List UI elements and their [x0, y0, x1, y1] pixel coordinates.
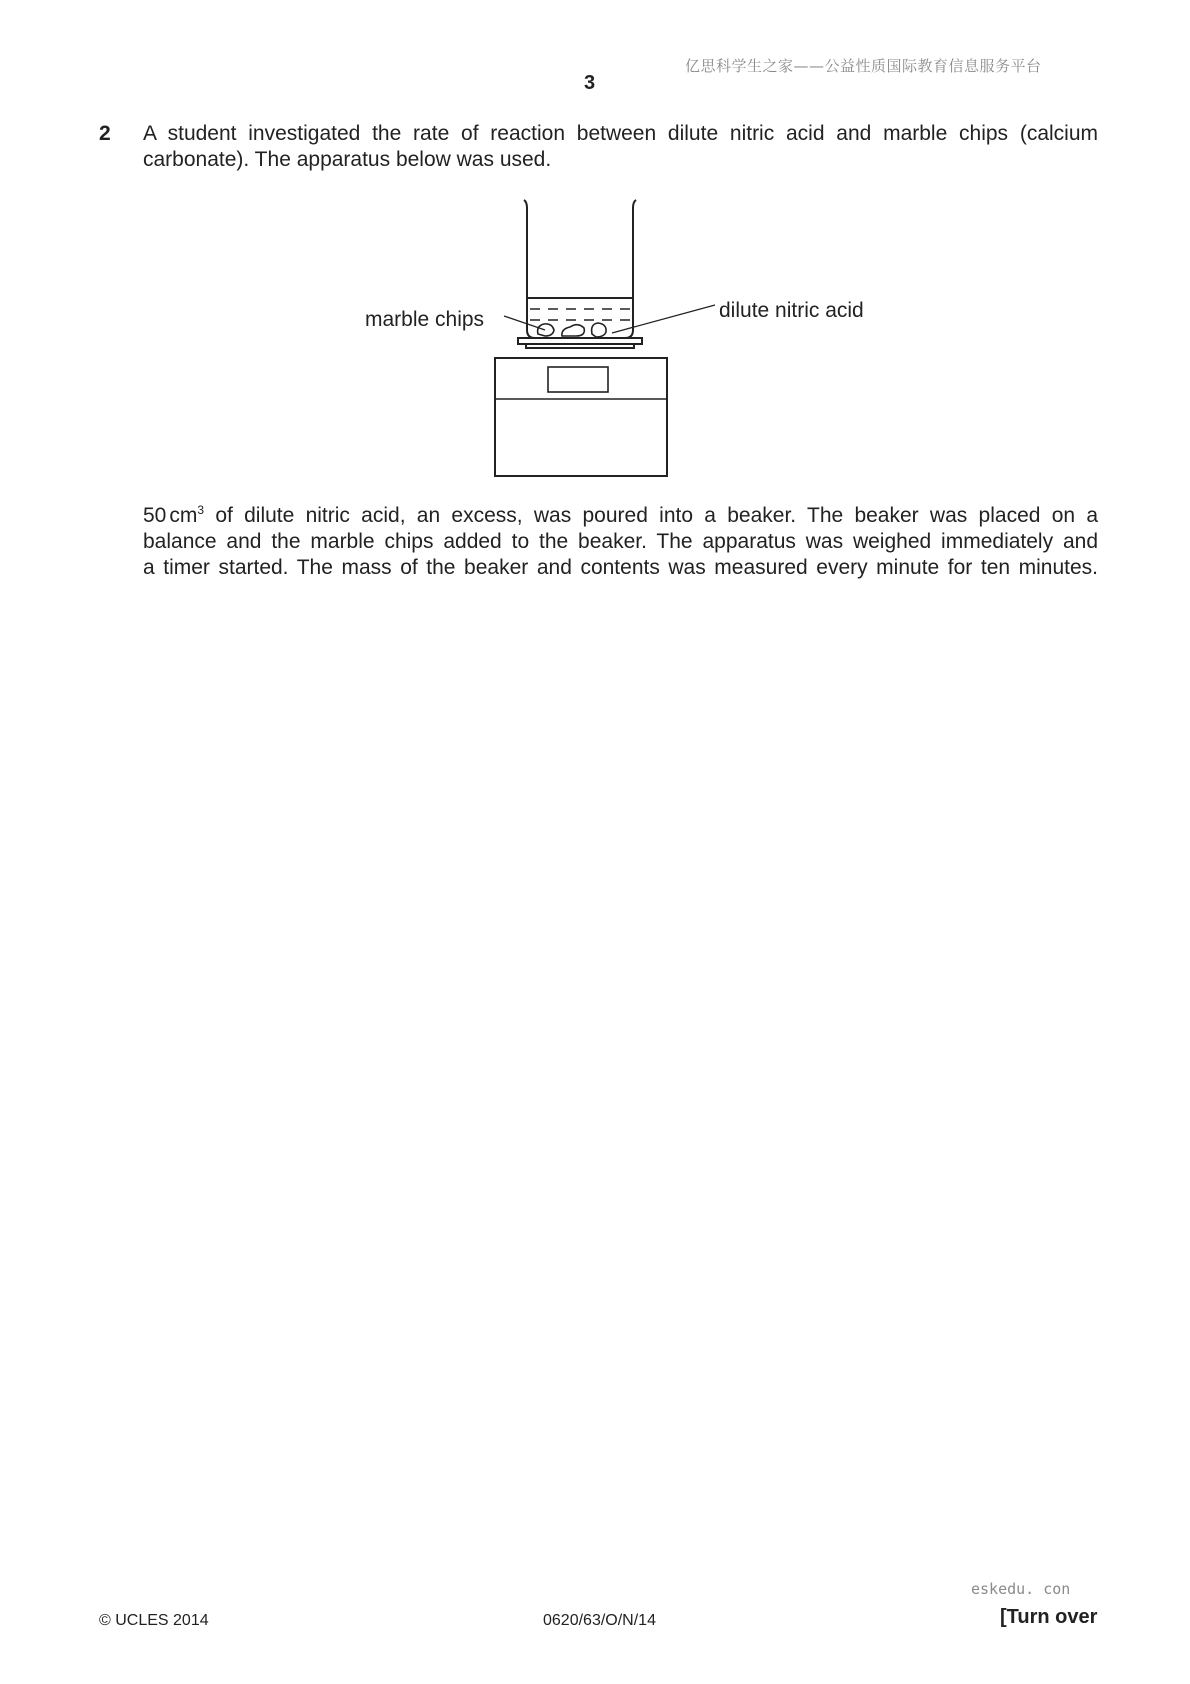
balance-pan-stem — [526, 344, 634, 348]
method-line-1 — [143, 503, 1098, 529]
balance-display — [548, 367, 608, 392]
marble-chip-1 — [538, 324, 554, 336]
volume-unit: cm — [169, 504, 198, 527]
volume-unit-superscript: 3 — [197, 503, 205, 517]
footer-watermark: eskedu. con — [971, 1580, 1071, 1598]
page-number: 3 — [584, 72, 596, 94]
beaker-outline — [524, 200, 636, 338]
marble-chip-3 — [592, 323, 607, 337]
method-paragraph — [143, 503, 1098, 581]
footer-copyright: © UCLES 2014 — [99, 1612, 209, 1629]
question-intro-line1: A student investigated the rate of reaction between dilute nitric acid and marble chips (calcium — [143, 122, 1098, 145]
method-line-2: balance and the marble chips added to the beaker. The apparatus was weighed immediately and — [143, 530, 1098, 553]
footer-turn-over: [Turn over — [1000, 1606, 1098, 1628]
question-intro-line2: carbonate). The apparatus below was used. — [143, 148, 552, 171]
method-line-3: a timer started. The mass of the beaker and contents was measured every minute for ten minutes. — [143, 556, 1098, 579]
label-marble-chips: marble chips — [365, 308, 485, 331]
volume-value: 50 — [143, 504, 167, 527]
question-number: 2 — [99, 122, 111, 145]
balance-body — [495, 358, 667, 476]
label-dilute-nitric-acid: dilute nitric acid — [719, 299, 864, 322]
apparatus-diagram — [340, 190, 864, 480]
footer-paper-code: 0620/63/O/N/14 — [543, 1612, 656, 1629]
question-intro — [143, 121, 1098, 173]
header-watermark: 亿思科学生之家——公益性质国际教育信息服务平台 — [685, 57, 1042, 75]
marble-leader-line — [504, 316, 545, 330]
marble-chip-2 — [562, 325, 584, 336]
method-line-1-text: of dilute nitric acid, an excess, was poured into a beaker. The beaker was placed on a — [204, 504, 1098, 527]
apparatus-drawing — [340, 190, 860, 480]
